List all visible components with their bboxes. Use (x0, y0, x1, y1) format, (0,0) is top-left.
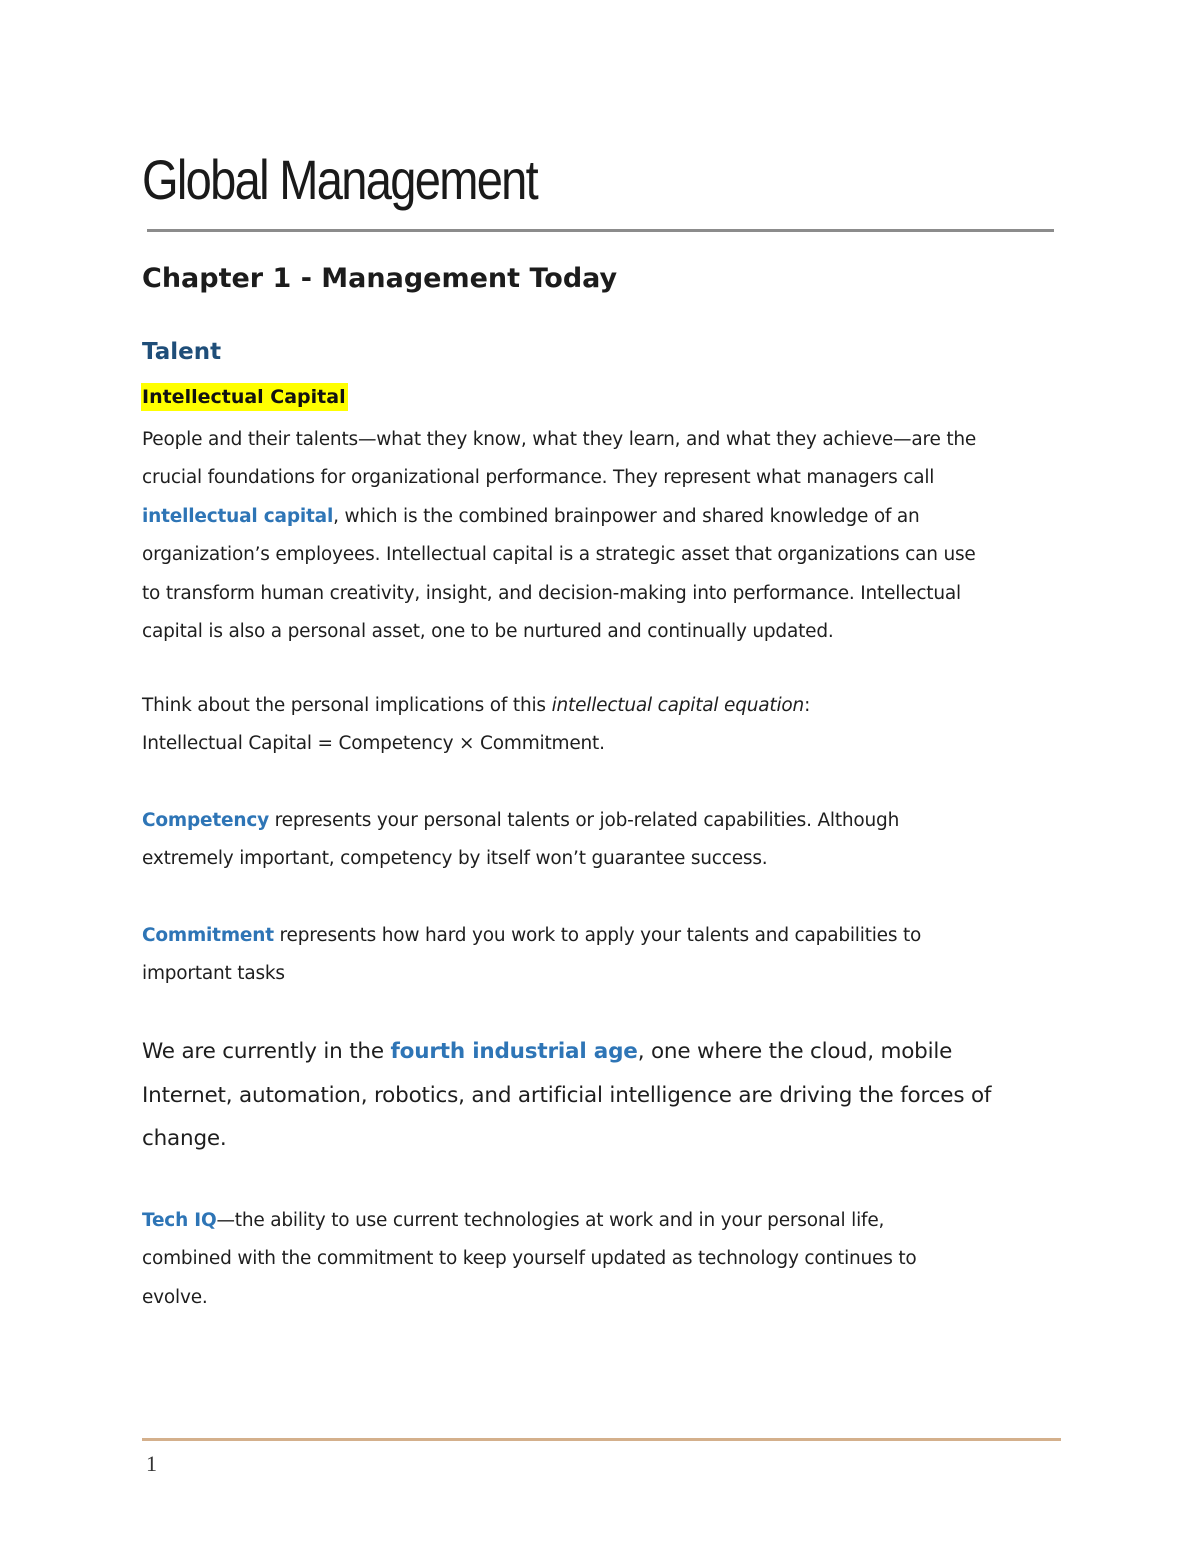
title-divider (147, 229, 1054, 232)
text-line: change. (142, 1126, 227, 1151)
text-line (142, 917, 1072, 955)
text-fragment: Think about the personal implications of this (142, 695, 552, 716)
equation-line: Intellectual Capital = Competency × Commitment. (142, 733, 605, 755)
text-line (142, 687, 1072, 725)
text-fragment: We are currently in the (142, 1039, 391, 1064)
text-line (142, 802, 1072, 840)
key-term-commitment: Commitment (142, 925, 274, 946)
text-fragment: : (804, 695, 811, 716)
text-fragment: , which is the combined brainpower and shared knowledge of an (333, 505, 920, 527)
page-number: 1 (146, 1451, 157, 1476)
key-term-fourth-industrial-age: fourth industrial age (390, 1039, 638, 1064)
text-line: important tasks (142, 963, 285, 985)
text-line: to transform human creativity, insight, and decision-making into performance. Intellectual (142, 582, 961, 604)
paragraph-commitment (142, 917, 1072, 994)
footer-divider (142, 1438, 1061, 1441)
paragraph-competency (142, 802, 1072, 879)
italic-term: intellectual capital equation (551, 695, 805, 716)
paragraph-tech-iq (142, 1202, 1072, 1317)
text-fragment: , one where the cloud, mobile (637, 1039, 953, 1064)
text-line: organization’s employees. Intellectual capital is a strategic asset that organizations can use (142, 544, 976, 566)
text-line: Internet, automation, robotics, and artificial intelligence are driving the forces of (142, 1082, 992, 1108)
text-line: crucial foundations for organizational performance. They represent what managers call (142, 467, 935, 489)
text-line: extremely important, competency by itself won’t guarantee success. (142, 848, 768, 870)
key-term-competency: Competency (142, 810, 269, 831)
text-line: People and their talents—what they know, what they learn, and what they achieve—are the (142, 429, 977, 450)
text-line: capital is also a personal asset, one to be nurtured and continually updated. (142, 621, 834, 643)
text-fragment: represents how hard you work to apply your talents and capabilities to (273, 925, 922, 946)
text-line (142, 498, 1072, 536)
paragraph-intellectual-capital (142, 421, 1072, 651)
paragraph-equation (142, 687, 1072, 764)
key-term-tech-iq: Tech IQ (142, 1210, 217, 1231)
text-line: evolve. (142, 1286, 208, 1308)
section-heading-talent: Talent (142, 339, 222, 365)
document-title: Global Management (142, 148, 538, 211)
paragraph-fourth-industrial-age (142, 1030, 1072, 1161)
text-fragment: —the ability to use current technologies at work and in your personal life, (216, 1210, 885, 1231)
key-term-intellectual-capital: intellectual capital (142, 505, 334, 527)
subsection-heading-intellectual-capital: Intellectual Capital (141, 383, 348, 411)
text-line (142, 1030, 1072, 1074)
chapter-heading: Chapter 1 - Management Today (142, 263, 618, 294)
text-line: combined with the commitment to keep yourself updated as technology continues to (142, 1248, 917, 1270)
text-line (142, 1202, 1072, 1240)
text-fragment: represents your personal talents or job-related capabilities. Although (268, 810, 900, 831)
